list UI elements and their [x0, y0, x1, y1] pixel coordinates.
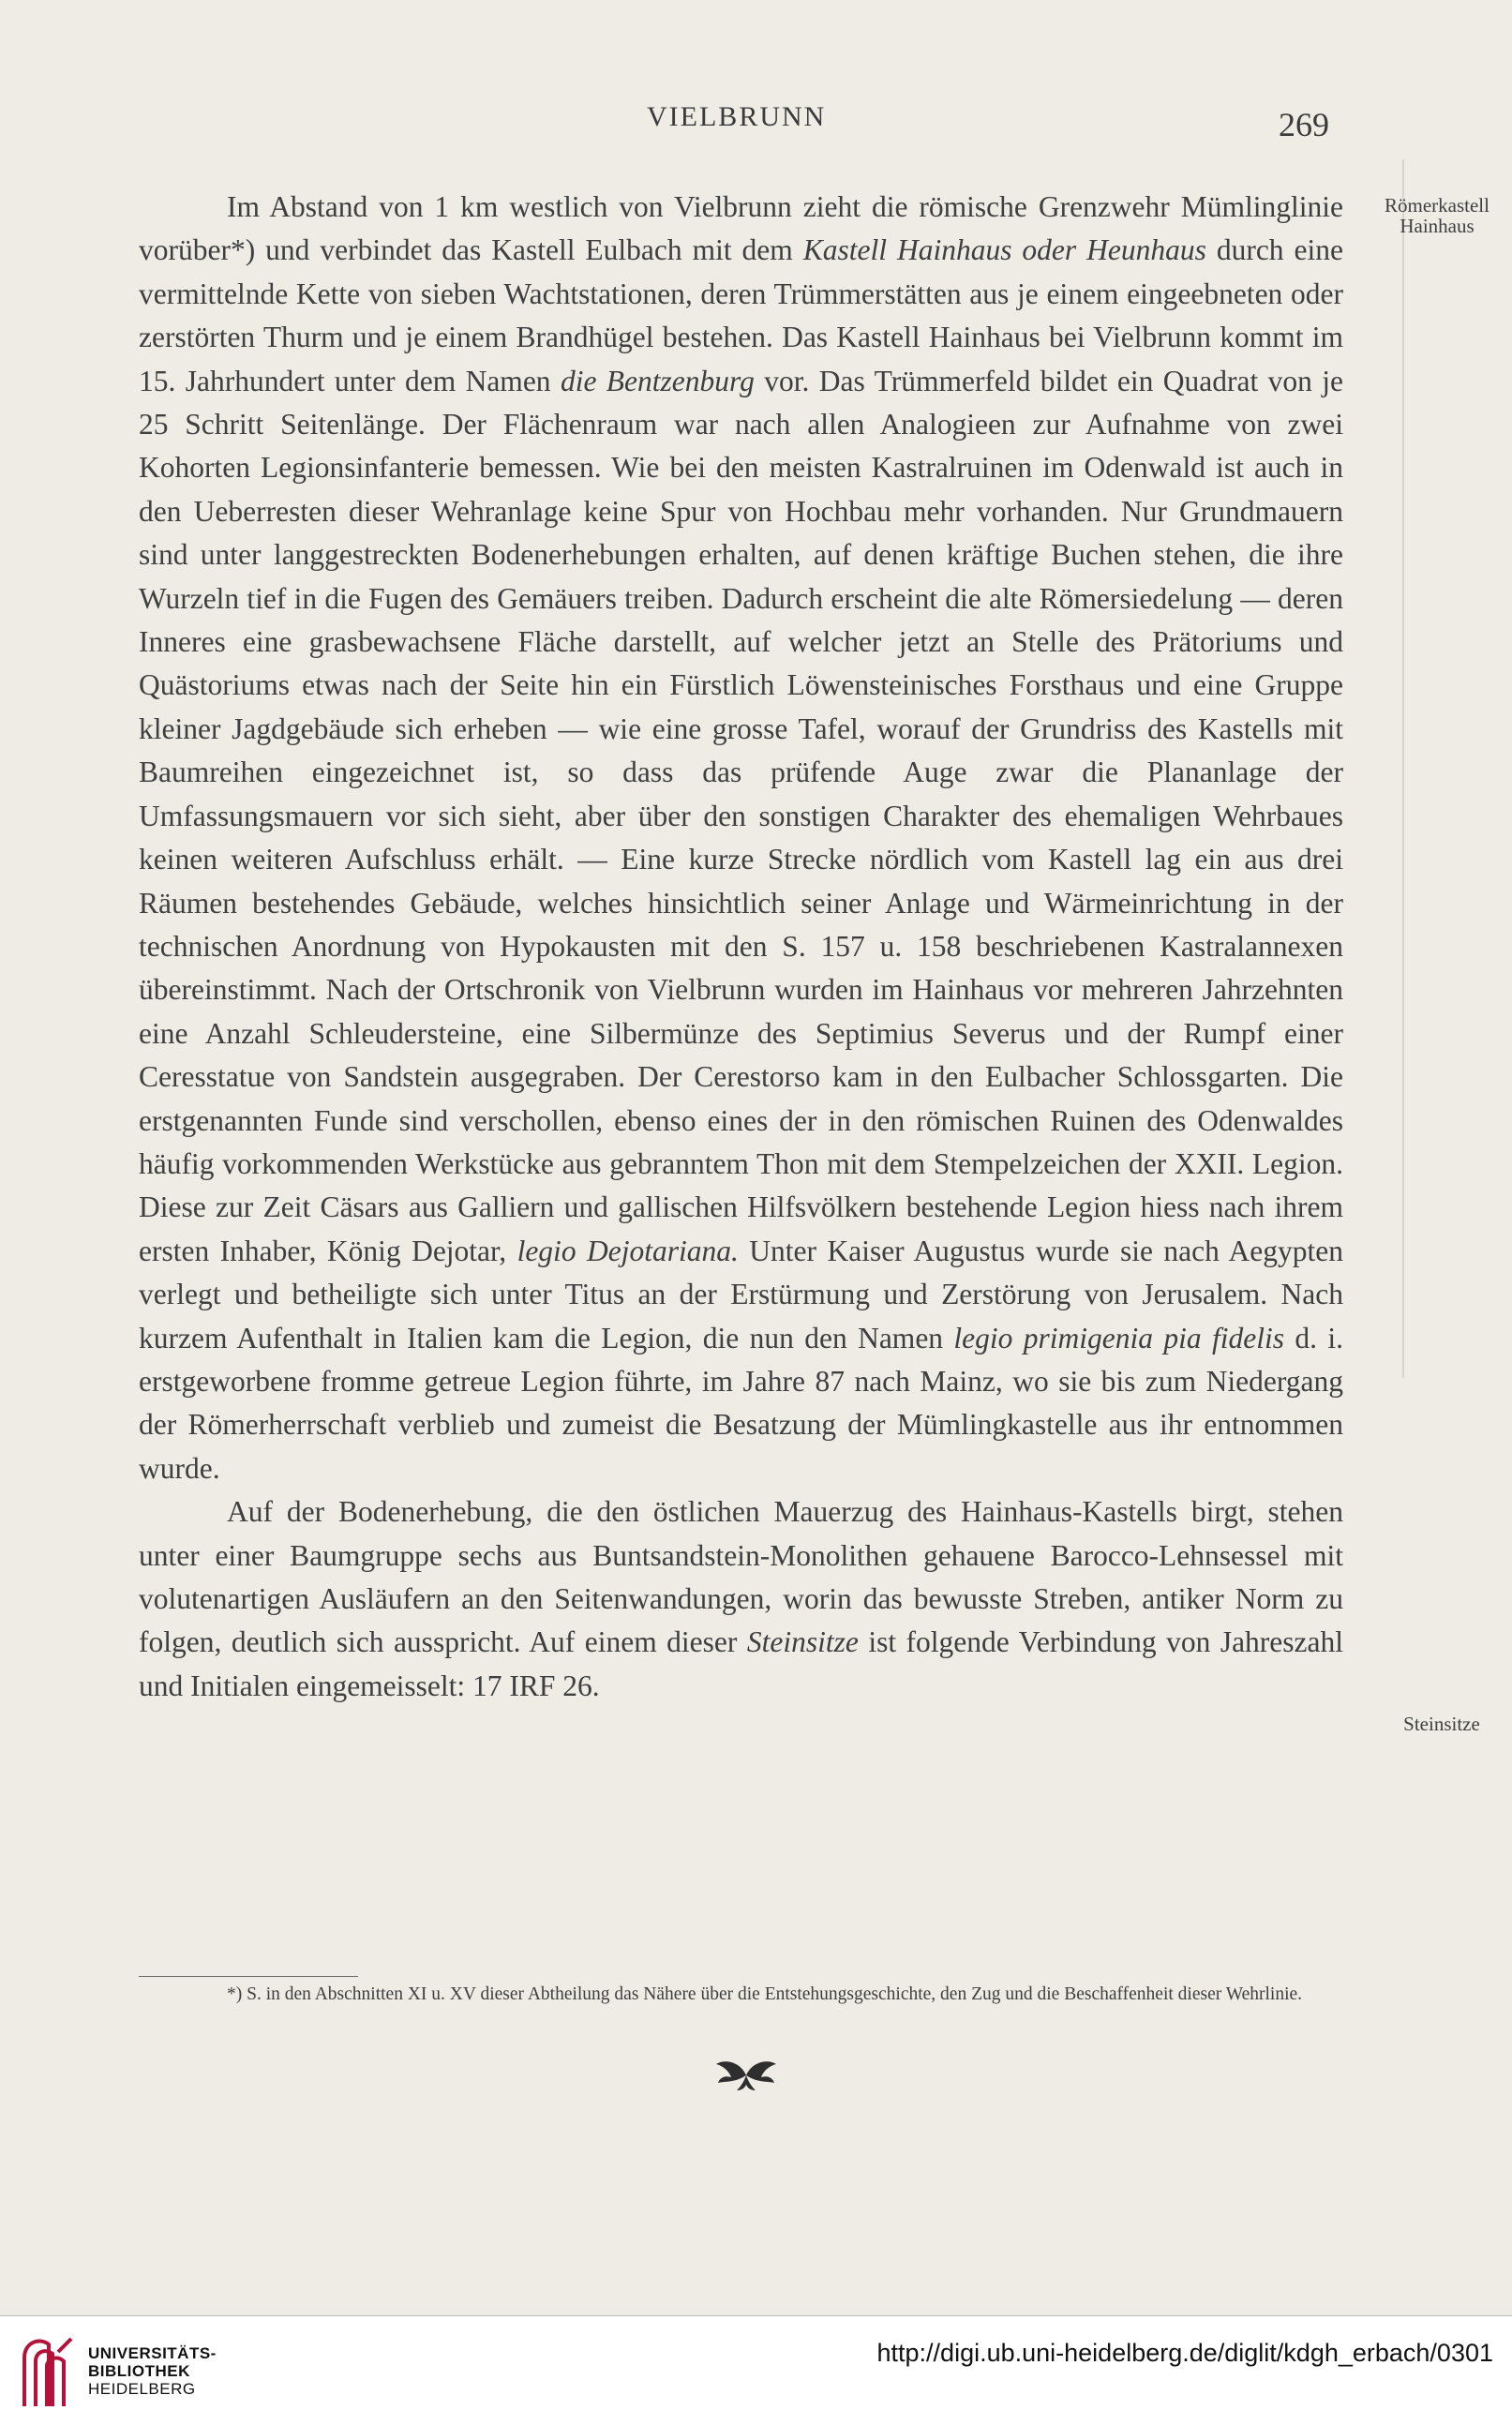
paragraph-1	[139, 186, 1343, 1490]
source-url-link[interactable]: http://digi.ub.uni-heidelberg.de/diglit/kdgh_erbach/0301	[876, 2339, 1493, 2367]
marginal-note-steinsitze	[1385, 1714, 1498, 1734]
text-segment: Unter Kaiser Augustus wurde sie nach Aegypten verlegt und betheiligte sich unter Titus an der Erstürmung und Zerstörung von Jerusalem. Nach kurzem Aufenthalt in Italien kam die Legion, die nun den Namen	[139, 1234, 1344, 1355]
ub-heidelberg-logo[interactable]	[17, 2333, 75, 2408]
library-name-line: UNIVERSITÄTS-	[88, 2344, 217, 2362]
footnote-rule	[139, 1976, 358, 1977]
text-segment: ist folgende Verbindung von Jahreszahl und Initialen eingemeisselt: 17 IRF 26.	[139, 1625, 1343, 1702]
page-number: 269	[1279, 106, 1329, 143]
running-title: VIELBRUNN	[647, 101, 827, 132]
italic-historic-name: die Bentzenburg	[560, 364, 755, 397]
marginal-note-line: Hainhaus	[1400, 215, 1475, 237]
text-segment: d. i. erstgeworbene fromme getreue Legion führte, im Jahre 87 nach Mainz, wo sie bis zum Niedergang der Römerherrschaft verblieb und zumeist die Besatzung der Mümlingkastelle aus ihr entnommen wurde.	[139, 1321, 1343, 1485]
italic-legion-title: legio primigenia pia fidelis	[953, 1321, 1284, 1355]
footnote: *) S. in den Abschnitten XI u. XV dieser Abtheilung das Nähere über die Entstehungsgeschichte, den Zug und die Beschaffenheit dieser Wehrlinie.	[227, 1984, 1303, 2004]
margin-divider	[1402, 159, 1404, 1378]
body-text	[139, 186, 1343, 1708]
text-segment: Im Abstand von 1 km westlich von Vielbrunn zieht die römische Grenzwehr Mümlinglinie vorüber*) und verbindet das Kastell Eulbach mit dem	[139, 190, 1343, 267]
paragraph-2	[139, 1490, 1343, 1708]
text-segment: durch eine vermittelnde Kette von sieben Wachtstationen, deren Trümmerstätten aus je einem eingeebneten oder zerstörten Thurm und je einem Brandhügel bestehen. Das Kastell Hainhaus bei Vielbrunn kommt im 15. Jahrhundert unter dem Namen	[139, 233, 1343, 397]
library-name	[88, 2344, 217, 2398]
italic-place-name: Kastell Hainhaus oder Heunhaus	[802, 233, 1206, 267]
marginal-note-line: Steinsitze	[1403, 1713, 1480, 1735]
library-name-line: HEIDELBERG	[88, 2380, 196, 2398]
marginal-note-roemerkastell	[1367, 195, 1507, 236]
marginal-note-line: Römerkastell	[1385, 194, 1490, 217]
text-segment: vor. Das Trümmerfeld bildet ein Quadrat von je 25 Schritt Seitenlänge. Der Flächenraum war nach allen Analogieen zur Aufnahme von zwei Kohorten Legionsinfanterie bemessen. Wie bei den meisten Kastralruinen im Odenwald ist auch in den Ueberresten dieser Wehranlage keine Spur von Hochbau mehr vorhanden. Nur Grundmauern sind unter langgestreckten Bodenerhebungen erhalten, auf denen kräftige Buchen stehen, die ihre Wurzeln tief in die Fugen des Gemäuers treiben. Dadurch erscheint die alte Römersiedelung — deren Inneres eine grasbewachsene Fläche darstellt, auf welcher jetzt an Stelle des Prätoriums und Quästoriums etwas nach der Seite hin ein Fürstlich Löwensteinisches Forsthaus und eine Gruppe kleiner Jagdgebäude sich erheben — wie eine grosse Tafel, worauf der Grundriss des Kastells mit Baumreihen eingezeichnet ist, so dass das prüfende Auge zwar die Plananlage der Umfassungsmauern vor sich sieht, aber über den sonstigen Charakter des ehemaligen Wehrbaues keinen weiteren Aufschluss erhält. — Eine kurze Strecke nördlich vom Kastell lag ein aus drei Räumen bestehendes Gebäude, welches hinsichtlich seiner Anlage und Wärmeinrichtung in der technischen Anordnung von Hypokausten mit den S. 157 u. 158 beschriebenen Kastralannexen übereinstimmt. Nach der Ortschronik von Vielbrunn wurden im Hainhaus vor mehreren Jahrzehnten eine Anzahl Schleudersteine, eine Silbermünze des Septimius Severus und der Rumpf einer Ceresstatue von Sandstein ausgegraben. Der Cerestorso kam in den Eulbacher Schlossgarten. Die erstgenannten Funde sind verschollen, ebenso eines der in den römischen Ruinen des Odenwaldes häufig vorkommenden Werkstücke aus gebranntem Thon mit dem Stempelzeichen der XXII. Legion. Diese zur Zeit Cäsars aus Galliern und gallischen Hilfsvölkern bestehende Legion hiess nach ihrem ersten Inhaber, König Dejotar,	[139, 364, 1343, 1267]
library-footer	[0, 2315, 1512, 2425]
text-segment: Auf der Bodenerhebung, die den östlichen Mauerzug des Hainhaus-Kastells birgt, stehen unter einer Baumgruppe sechs aus Buntsandstein-Monolithen gehauene Barocco-Lehnsessel mit volutenartigen Ausläufern an den Seitenwandungen, worin das bewusste Streben, antiker Norm zu folgen, deutlich sich ausspricht. Auf einem dieser	[139, 1495, 1343, 1659]
fleuron-icon	[712, 2055, 780, 2096]
library-name-line: BIBLIOTHEK	[88, 2362, 190, 2380]
italic-term: Steinsitze	[746, 1625, 859, 1659]
italic-legion-name: legio Dejotariana.	[516, 1234, 739, 1267]
